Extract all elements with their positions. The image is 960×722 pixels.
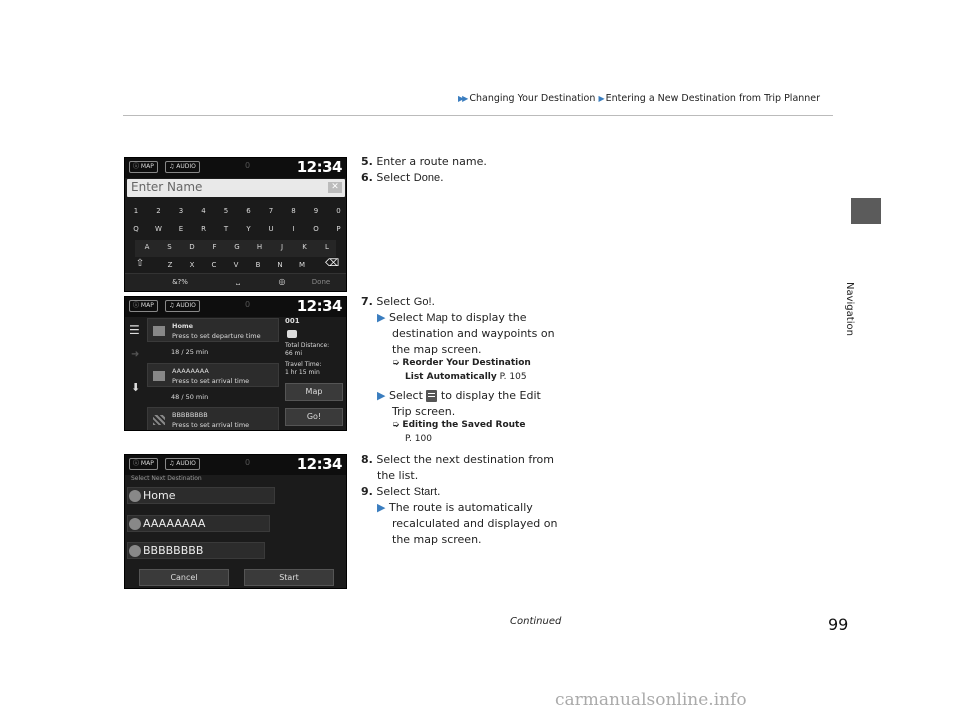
key-y[interactable]: Y	[246, 225, 251, 233]
cross-reference[interactable]: ➭ Editing the Saved Route	[392, 420, 526, 430]
step-9-sub-line: the map screen.	[392, 533, 482, 546]
voice-icon[interactable]: ◎	[278, 277, 286, 286]
sub-arrow-icon: ▶	[377, 389, 386, 402]
key-0[interactable]: 0	[336, 207, 341, 215]
status-indicator: 0	[245, 161, 251, 170]
continued-label: Continued	[510, 616, 562, 627]
key-m[interactable]: M	[298, 261, 306, 269]
step-9-sub: ▶ The route is automatically	[377, 501, 533, 514]
audio-button[interactable]: ♫ AUDIO	[165, 458, 200, 470]
shift-icon[interactable]: ⇧	[135, 258, 145, 269]
page-number: 99	[828, 615, 849, 634]
car-icon	[287, 330, 297, 338]
clock: 12:34	[296, 455, 342, 473]
radio-icon	[129, 518, 141, 530]
breadcrumb	[458, 93, 820, 104]
cross-reference-page[interactable]: P. 100	[405, 434, 432, 444]
keyboard-row-numbers	[125, 204, 346, 221]
arrow-right-icon: ➜	[131, 349, 140, 360]
key-r[interactable]: R	[201, 225, 206, 233]
key-7[interactable]: 7	[268, 207, 274, 215]
watermark: carmanualsonline.info	[555, 690, 747, 710]
key-j[interactable]: J	[280, 243, 284, 251]
leg-info: 48 / 50 min	[171, 393, 209, 401]
key-k[interactable]: K	[302, 243, 307, 251]
screen-title: Select Next Destination	[131, 475, 202, 482]
key-w[interactable]: W	[155, 225, 162, 233]
radio-icon	[129, 490, 141, 502]
arrival-hint: Press to set arrival time	[172, 421, 250, 429]
key-q[interactable]: Q	[133, 225, 139, 233]
side-tab-label: Navigation	[844, 282, 855, 336]
menu-icon[interactable]: ☰	[129, 323, 140, 337]
radio-icon	[129, 545, 141, 557]
key-v[interactable]: V	[233, 261, 239, 269]
map-button[interactable]: ⓘ MAP	[129, 161, 158, 173]
destination-label: Home	[143, 489, 176, 502]
key-u[interactable]: U	[268, 225, 274, 233]
key-1[interactable]: 1	[133, 207, 139, 215]
key-6[interactable]: 6	[246, 207, 251, 215]
key-i[interactable]: I	[292, 225, 295, 233]
departure-hint: Press to set departure time	[172, 332, 261, 340]
status-indicator: 0	[245, 300, 251, 309]
key-o[interactable]: O	[313, 225, 319, 233]
travel-time-label: Travel Time:	[285, 361, 322, 368]
leg-info: 18 / 25 min	[171, 348, 209, 356]
keyboard-row-home	[135, 240, 336, 257]
cancel-button[interactable]: Cancel	[139, 569, 229, 586]
step-8: 8. Select the next destination from	[361, 453, 554, 466]
list-item-stop1[interactable]	[147, 363, 279, 387]
step-5: 5. Enter a route name.	[361, 155, 487, 168]
screen-select-next	[124, 454, 347, 589]
arrow-icon: ▶	[598, 94, 603, 103]
destination-item-b[interactable]	[127, 542, 265, 559]
destination-label: AAAAAAAA	[143, 517, 206, 530]
cross-reference[interactable]: ➭ Reorder Your Destination	[392, 358, 531, 368]
key-t[interactable]: T	[223, 225, 229, 233]
sub-arrow-icon: ▶	[377, 501, 386, 514]
go-button[interactable]: Go!	[285, 408, 343, 426]
key-3[interactable]: 3	[178, 207, 184, 215]
key-b[interactable]: B	[255, 261, 261, 269]
key-s[interactable]: S	[167, 243, 172, 251]
start-button[interactable]: Start	[244, 569, 334, 586]
total-distance-label: Total Distance:	[285, 342, 330, 349]
key-p[interactable]: P	[336, 225, 341, 233]
stop-label: BBBBBBBB	[172, 411, 208, 419]
key-z[interactable]: Z	[167, 261, 173, 269]
screen-top-bar	[125, 297, 346, 317]
destination-item-home[interactable]	[127, 487, 275, 504]
status-indicator: 0	[245, 458, 251, 467]
key-e[interactable]: E	[178, 225, 184, 233]
symbols-key[interactable]: &?%	[172, 278, 188, 286]
step-7-sub-b-line: Trip screen.	[392, 405, 456, 418]
breadcrumb-item: Entering a New Destination from Trip Planner	[605, 93, 821, 104]
route-id: 001	[285, 317, 300, 325]
key-l[interactable]: L	[325, 243, 329, 251]
key-2[interactable]: 2	[156, 207, 161, 215]
step-9-sub-line: recalculated and displayed on	[392, 517, 558, 530]
screen-trip-planner	[124, 296, 347, 431]
reference-icon: ➭	[392, 358, 400, 368]
backspace-icon[interactable]: ⌫	[325, 258, 340, 269]
destination-label: BBBBBBBB	[143, 544, 204, 557]
screen-top-bar	[125, 455, 346, 475]
done-key[interactable]: Done	[311, 278, 331, 286]
space-key-icon[interactable]: ⎵	[236, 276, 240, 286]
map-button[interactable]: ⓘ MAP	[129, 458, 158, 470]
breadcrumb-item: Changing Your Destination	[469, 93, 596, 104]
total-distance-value: 66 mi	[285, 350, 303, 357]
key-n[interactable]: N	[277, 261, 283, 269]
stop-label: AAAAAAAA	[172, 367, 209, 375]
clock: 12:34	[296, 297, 342, 315]
audio-button[interactable]: ♫ AUDIO	[165, 161, 200, 173]
menu-icon	[426, 390, 437, 402]
clear-icon[interactable]: ✕	[328, 182, 342, 193]
reference-icon: ➭	[392, 420, 400, 430]
step-7-sub-a: ▶ Select Map to display the	[377, 311, 527, 324]
destination-item-a[interactable]	[127, 515, 270, 532]
keyboard-bottom-bar	[125, 273, 346, 292]
list-item-stop2[interactable]	[147, 407, 279, 431]
key-d[interactable]: D	[189, 243, 195, 251]
cross-reference-line[interactable]: List Automatically P. 105	[405, 372, 527, 382]
step-7: 7. Select Go!.	[361, 295, 436, 308]
key-x[interactable]: X	[189, 261, 195, 269]
arrow-down-icon[interactable]: ⬇	[131, 381, 141, 394]
key-f[interactable]: F	[212, 243, 217, 251]
ui-term: Done	[413, 172, 441, 184]
travel-time-value: 1 hr 15 min	[285, 369, 320, 376]
key-g[interactable]: G	[234, 243, 240, 251]
keyboard-row-top	[125, 222, 346, 239]
arrival-hint: Press to set arrival time	[172, 377, 250, 385]
header-rule	[123, 115, 833, 116]
key-4[interactable]: 4	[201, 207, 206, 215]
sub-arrow-icon: ▶	[377, 311, 386, 324]
key-a[interactable]: A	[144, 243, 150, 251]
flag-icon	[153, 371, 165, 381]
double-arrow-icon: ▶▶	[458, 94, 467, 103]
flag-icon	[153, 326, 165, 336]
key-9[interactable]: 9	[313, 207, 319, 215]
map-button[interactable]: ⓘ MAP	[129, 300, 158, 312]
step-7-sub-b: ▶ Select to display the Edit	[377, 389, 541, 402]
side-tab-block	[851, 198, 881, 224]
audio-button[interactable]: ♫ AUDIO	[165, 300, 200, 312]
key-h[interactable]: H	[256, 243, 263, 251]
screen-top-bar	[125, 158, 346, 178]
checkered-flag-icon	[153, 415, 165, 425]
screen-enter-name	[124, 157, 347, 292]
key-5[interactable]: 5	[223, 207, 229, 215]
step-7-sub-a-line: destination and waypoints on	[392, 327, 555, 340]
name-input[interactable]	[127, 179, 345, 197]
key-8[interactable]: 8	[291, 207, 296, 215]
step-8-line: the list.	[377, 469, 419, 482]
clock: 12:34	[296, 158, 342, 176]
home-label: Home	[172, 322, 194, 330]
key-c[interactable]: C	[211, 261, 217, 269]
step-7-sub-a-line: the map screen.	[392, 343, 482, 356]
step-9: 9. Select Start.	[361, 485, 441, 498]
map-view-button[interactable]: Map	[285, 383, 343, 401]
list-item-home[interactable]	[147, 318, 279, 342]
step-6: 6. Select Done.	[361, 171, 444, 184]
name-placeholder: Enter Name	[131, 180, 203, 194]
